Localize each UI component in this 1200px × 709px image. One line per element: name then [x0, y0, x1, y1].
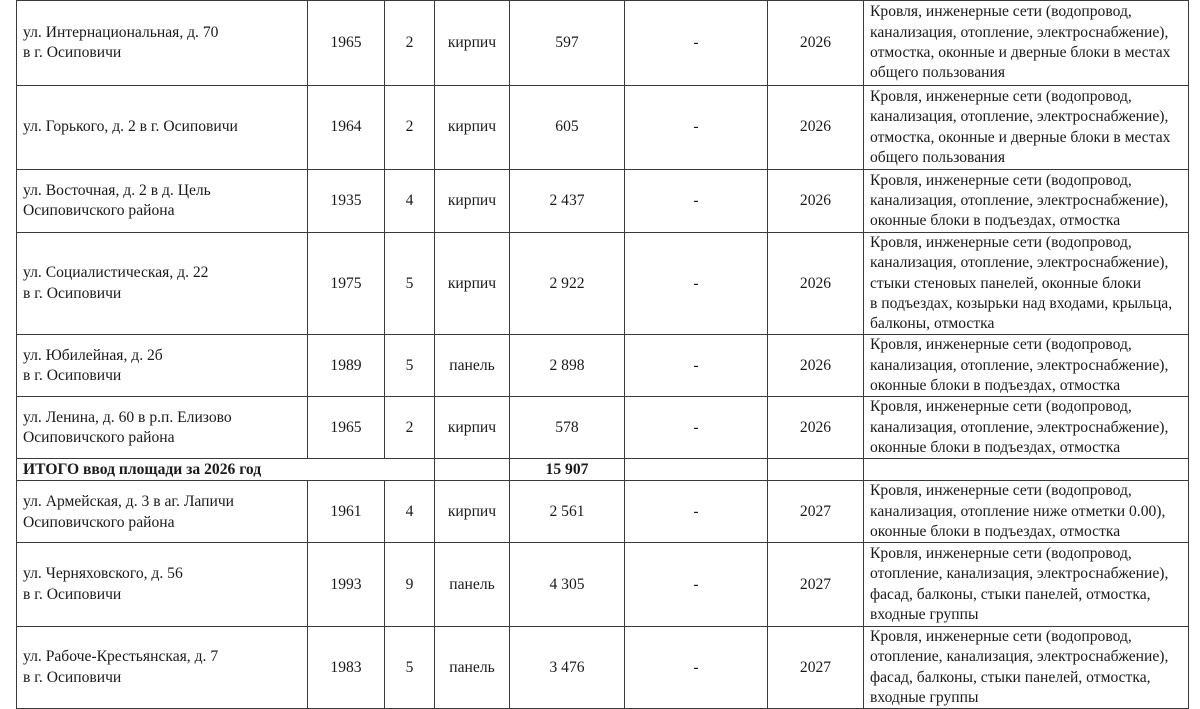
address-cell: ул. Горького, д. 2 в г. Осиповичи	[17, 86, 308, 170]
area-cell: 605	[510, 86, 625, 170]
area-cell: 4 305	[510, 543, 625, 627]
area-cell: 2 922	[510, 233, 625, 335]
year-cell: 1965	[308, 1, 385, 86]
dash-cell: -	[625, 397, 768, 459]
table-row	[17, 335, 1189, 397]
plan-year-cell: 2026	[768, 170, 864, 233]
table-row	[17, 1, 1189, 86]
table-row	[17, 170, 1189, 233]
material-cell: кирпич	[435, 86, 510, 170]
dash-cell: -	[625, 1, 768, 86]
works-cell: Кровля, инженерные сети (водопровод, отопление, канализация, электроснабжение), фасад, балконы, стыки панелей, отмостка, входные группы	[864, 543, 1189, 627]
floors-cell: 2	[385, 86, 435, 170]
plan-year-cell: 2026	[768, 1, 864, 86]
plan-year-cell: 2026	[768, 397, 864, 459]
address-cell: ул. Восточная, д. 2 в д. Цель Осиповичского района	[17, 170, 308, 233]
floors-cell: 5	[385, 335, 435, 397]
plan-year-cell: 2027	[768, 543, 864, 627]
works-cell: Кровля, инженерные сети (водопровод, отопление, канализация, электроснабжение), фасад, балконы, стыки панелей, отмостка, входные группы	[864, 627, 1189, 709]
address-cell: ул. Рабоче-Крестьянская, д. 7 в г. Осиповичи	[17, 627, 308, 709]
table-row	[17, 397, 1189, 459]
total-row	[17, 459, 1189, 481]
address-cell: ул. Юбилейная, д. 2б в г. Осиповичи	[17, 335, 308, 397]
housing-repair-table	[16, 0, 1189, 709]
area-cell: 578	[510, 397, 625, 459]
table-row	[17, 627, 1189, 709]
address-cell: ул. Ленина, д. 60 в р.п. Елизово Осиповичского района	[17, 397, 308, 459]
dash-cell: -	[625, 627, 768, 709]
year-cell: 1989	[308, 335, 385, 397]
address-cell: ул. Социалистическая, д. 22 в г. Осиповичи	[17, 233, 308, 335]
table-row	[17, 543, 1189, 627]
plan-year-cell: 2026	[768, 233, 864, 335]
address-cell: ул. Интернациональная, д. 70 в г. Осиповичи	[17, 1, 308, 86]
table-row	[17, 481, 1189, 543]
year-cell: 1993	[308, 543, 385, 627]
table-row	[17, 86, 1189, 170]
material-cell: панель	[435, 335, 510, 397]
area-cell: 3 476	[510, 627, 625, 709]
works-cell: Кровля, инженерные сети (водопровод, канализация, отопление, электроснабжение), оконные блоки в подъездах, отмостка	[864, 170, 1189, 233]
works-cell: Кровля, инженерные сети (водопровод, канализация, отопление, электроснабжение), стыки стеновых панелей, оконные блоки в подъездах, козырьки над входами, крыльца, балконы, отмостка	[864, 233, 1189, 335]
works-cell: Кровля, инженерные сети (водопровод, канализация, отопление, электроснабжение), оконные блоки в подъездах, отмостка	[864, 335, 1189, 397]
material-cell: кирпич	[435, 397, 510, 459]
dash-cell: -	[625, 233, 768, 335]
total-area: 15 907	[510, 459, 625, 481]
plan-year-cell: 2027	[768, 481, 864, 543]
material-cell: кирпич	[435, 170, 510, 233]
year-cell: 1961	[308, 481, 385, 543]
address-cell: ул. Черняховского, д. 56 в г. Осиповичи	[17, 543, 308, 627]
plan-year-cell: 2026	[768, 86, 864, 170]
floors-cell: 4	[385, 170, 435, 233]
plan-year-cell: 2027	[768, 627, 864, 709]
total-label: ИТОГО ввод площади за 2026 год	[17, 459, 435, 481]
works-cell: Кровля, инженерные сети (водопровод, канализация, отопление, электроснабжение), отмостка, оконные и дверные блоки в местах общего пользования	[864, 86, 1189, 170]
material-cell: кирпич	[435, 481, 510, 543]
area-cell: 2 437	[510, 170, 625, 233]
empty-cell	[864, 459, 1189, 481]
floors-cell: 5	[385, 233, 435, 335]
floors-cell: 2	[385, 397, 435, 459]
empty-cell	[768, 459, 864, 481]
dash-cell: -	[625, 170, 768, 233]
year-cell: 1935	[308, 170, 385, 233]
empty-cell	[435, 459, 510, 481]
year-cell: 1975	[308, 233, 385, 335]
year-cell: 1983	[308, 627, 385, 709]
works-cell: Кровля, инженерные сети (водопровод, канализация, отопление, электроснабжение), оконные блоки в подъездах, отмостка	[864, 397, 1189, 459]
floors-cell: 5	[385, 627, 435, 709]
floors-cell: 4	[385, 481, 435, 543]
material-cell: кирпич	[435, 233, 510, 335]
table-row	[17, 233, 1189, 335]
area-cell: 2 561	[510, 481, 625, 543]
floors-cell: 9	[385, 543, 435, 627]
dash-cell: -	[625, 481, 768, 543]
plan-year-cell: 2026	[768, 335, 864, 397]
year-cell: 1965	[308, 397, 385, 459]
address-cell: ул. Армейская, д. 3 в аг. Лапичи Осиповичского района	[17, 481, 308, 543]
empty-cell	[625, 459, 768, 481]
area-cell: 2 898	[510, 335, 625, 397]
material-cell: кирпич	[435, 1, 510, 86]
year-cell: 1964	[308, 86, 385, 170]
floors-cell: 2	[385, 1, 435, 86]
dash-cell: -	[625, 543, 768, 627]
works-cell: Кровля, инженерные сети (водопровод, канализация, отопление ниже отметки 0.00), оконные блоки в подъездах, отмостка	[864, 481, 1189, 543]
dash-cell: -	[625, 335, 768, 397]
material-cell: панель	[435, 543, 510, 627]
works-cell: Кровля, инженерные сети (водопровод, канализация, отопление, электроснабжение), отмостка, оконные и дверные блоки в местах общего пользования	[864, 1, 1189, 86]
material-cell: панель	[435, 627, 510, 709]
dash-cell: -	[625, 86, 768, 170]
area-cell: 597	[510, 1, 625, 86]
